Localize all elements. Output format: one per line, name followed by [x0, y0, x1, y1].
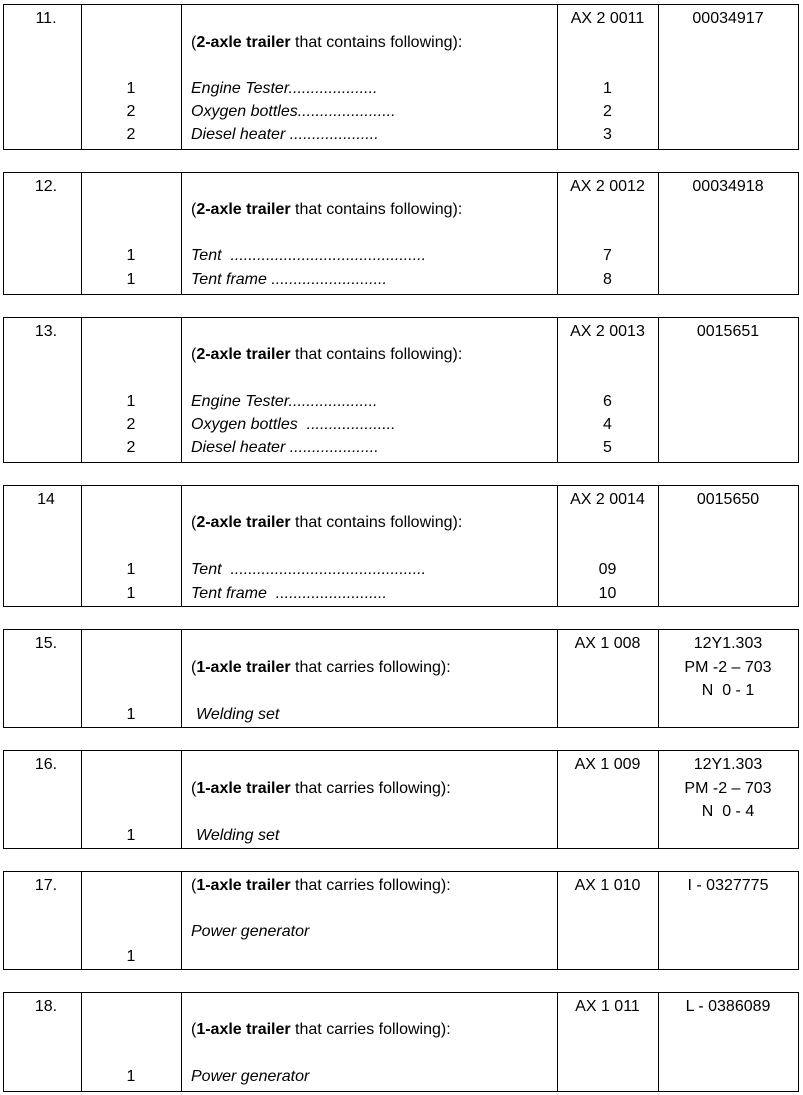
column-divider — [181, 751, 182, 848]
item-name — [191, 102, 396, 122]
item-name-text: Tent frame — [191, 271, 267, 288]
item-name-text: Diesel heater — [191, 126, 286, 143]
item-name-text: Oxygen bottles — [191, 416, 298, 433]
inventory-row-15 — [3, 629, 799, 728]
item-quantity: 1 — [126, 271, 136, 288]
serial-number: PM -2 – 703 — [684, 780, 772, 797]
trailer-description-rest: that carries following): — [290, 659, 451, 676]
trailer-code: AX 2 0012 — [570, 178, 645, 195]
inventory-row-12 — [3, 172, 799, 295]
item-quantity: 2 — [126, 126, 136, 143]
item-reference: 8 — [603, 271, 612, 288]
column-divider — [181, 486, 182, 606]
serial-number: PM -2 – 703 — [684, 659, 772, 676]
trailer-type: 1-axle trailer — [196, 877, 291, 894]
row-number: 12. — [34, 178, 58, 195]
item-name — [191, 246, 426, 266]
trailer-description: (2-axle trailer that contains following): — [191, 201, 463, 218]
trailer-type: 2-axle trailer — [196, 201, 291, 218]
inventory-row-17 — [3, 871, 799, 970]
serial-number: N 0 - 4 — [701, 803, 755, 820]
item-quantity: 2 — [126, 439, 136, 456]
item-reference: 7 — [603, 247, 612, 264]
serial-number: 12Y1.303 — [693, 635, 763, 652]
column-divider — [181, 630, 182, 727]
item-reference: 4 — [603, 416, 612, 433]
trailer-code: AX 2 0013 — [570, 323, 645, 340]
row-number: 17. — [34, 877, 58, 894]
trailer-description: (1-axle trailer that carries following): — [191, 780, 451, 797]
item-leader-dots: .................... — [285, 126, 379, 143]
item-quantity: 1 — [126, 1068, 136, 1085]
item-reference: 6 — [603, 393, 612, 410]
trailer-description: (1-axle trailer that carries following): — [191, 1021, 451, 1038]
item-name — [191, 560, 426, 580]
item-quantity: 2 — [126, 416, 136, 433]
item-name — [191, 270, 387, 290]
row-number: 13. — [34, 323, 58, 340]
inventory-row-11 — [3, 4, 799, 150]
row-number: 18. — [34, 998, 58, 1015]
item-quantity: 1 — [126, 561, 136, 578]
trailer-description-rest: that carries following): — [290, 877, 451, 894]
item-name-text: Tent — [191, 561, 222, 578]
item-leader-dots: ............................................ — [221, 561, 427, 578]
item-reference: 3 — [603, 126, 612, 143]
column-divider — [181, 173, 182, 294]
trailer-type: 1-axle trailer — [196, 1021, 291, 1038]
item-quantity: 1 — [126, 827, 136, 844]
item-reference: 10 — [598, 585, 617, 602]
trailer-type: 2-axle trailer — [196, 346, 291, 363]
item-name: Welding set — [196, 706, 280, 723]
item-name — [191, 584, 387, 604]
item-name: Power generator — [191, 1068, 310, 1085]
trailer-description-rest: that contains following): — [290, 514, 463, 531]
inventory-row-13 — [3, 317, 799, 463]
trailer-description: (1-axle trailer that carries following): — [191, 659, 451, 676]
item-quantity: 1 — [126, 393, 136, 410]
serial-number: L - 0386089 — [685, 998, 771, 1015]
item-quantity: 1 — [126, 948, 136, 965]
item-name-text: Engine Tester — [191, 80, 289, 97]
item-name — [191, 438, 379, 458]
item-quantity: 2 — [126, 103, 136, 120]
item-name — [191, 392, 377, 412]
item-name — [191, 125, 379, 145]
item-leader-dots: .................... — [288, 393, 378, 410]
item-quantity: 1 — [126, 247, 136, 264]
inventory-row-14 — [3, 485, 799, 607]
item-leader-dots: ...................... — [297, 103, 396, 120]
item-reference: 5 — [603, 439, 612, 456]
trailer-description-rest: that carries following): — [290, 780, 451, 797]
item-leader-dots: ............................................ — [221, 247, 427, 264]
trailer-type: 1-axle trailer — [196, 659, 291, 676]
item-name-text: Oxygen bottles — [191, 103, 298, 120]
serial-number: 00034917 — [692, 10, 764, 27]
row-number: 14 — [37, 491, 55, 508]
trailer-description-rest: that contains following): — [290, 346, 463, 363]
item-reference: 1 — [603, 80, 612, 97]
trailer-description-rest: that contains following): — [290, 34, 463, 51]
column-divider — [181, 5, 182, 149]
item-name: Welding set — [196, 827, 280, 844]
trailer-description-rest: that carries following): — [290, 1021, 451, 1038]
item-leader-dots: .................... — [288, 80, 378, 97]
trailer-code: AX 1 011 — [575, 998, 640, 1015]
column-divider — [181, 872, 182, 969]
trailer-description: (2-axle trailer that contains following): — [191, 514, 463, 531]
serial-number: 00034918 — [692, 178, 764, 195]
row-number: 15. — [34, 635, 58, 652]
column-divider — [181, 993, 182, 1091]
serial-number: 0015651 — [696, 323, 760, 340]
trailer-code: AX 2 0011 — [570, 10, 645, 27]
item-name: Power generator — [191, 923, 310, 940]
item-name-text: Tent — [191, 247, 222, 264]
trailer-type: 1-axle trailer — [196, 780, 291, 797]
item-name-text: Engine Tester — [191, 393, 289, 410]
trailer-description: (2-axle trailer that contains following): — [191, 34, 463, 51]
row-number: 16. — [34, 756, 58, 773]
serial-number: I - 0327775 — [687, 877, 769, 894]
item-quantity: 1 — [126, 706, 136, 723]
trailer-code: AX 2 0014 — [570, 491, 645, 508]
item-leader-dots: .................... — [297, 416, 396, 433]
item-quantity: 1 — [126, 585, 136, 602]
item-name — [191, 79, 377, 99]
item-leader-dots: ......................... — [266, 585, 387, 602]
item-reference: 09 — [598, 561, 617, 578]
inventory-row-16 — [3, 750, 799, 849]
item-leader-dots: .................... — [285, 439, 379, 456]
trailer-code: AX 1 009 — [574, 756, 641, 773]
row-number: 11. — [35, 10, 57, 27]
trailer-description: (1-axle trailer that carries following): — [191, 877, 451, 894]
serial-number: 12Y1.303 — [693, 756, 763, 773]
trailer-type: 2-axle trailer — [196, 34, 291, 51]
trailer-code: AX 1 008 — [574, 635, 641, 652]
trailer-description-rest: that contains following): — [290, 201, 463, 218]
serial-number: 0015650 — [696, 491, 760, 508]
item-reference: 2 — [603, 103, 612, 120]
trailer-code: AX 1 010 — [574, 877, 641, 894]
trailer-type: 2-axle trailer — [196, 514, 291, 531]
item-name — [191, 415, 396, 435]
item-leader-dots: .......................... — [266, 271, 387, 288]
serial-number: N 0 - 1 — [701, 682, 755, 699]
item-quantity: 1 — [126, 80, 136, 97]
column-divider — [181, 318, 182, 462]
trailer-description: (2-axle trailer that contains following): — [191, 346, 463, 363]
item-name-text: Diesel heater — [191, 439, 286, 456]
inventory-row-18 — [3, 992, 799, 1092]
item-name-text: Tent frame — [191, 585, 267, 602]
